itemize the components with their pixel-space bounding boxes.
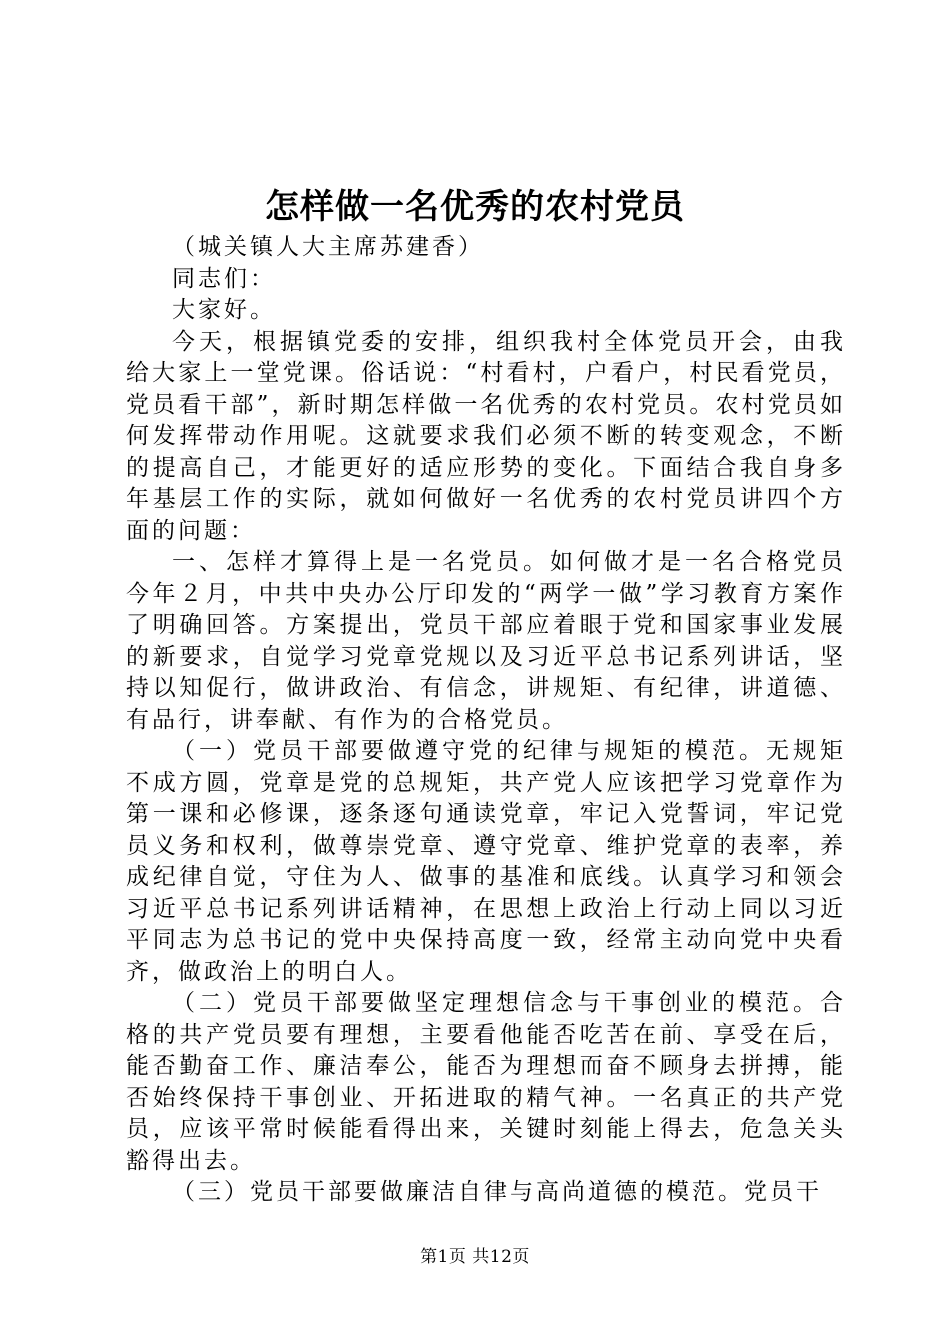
- subsection-one-paragraph: （一）党员干部要做遵守党的纪律与规矩的模范。无规矩不成方圆，党章是党的总规矩，共产党人应该把学习党章作为第一课和必修课，逐条逐句通读党章，牢记入党誓词，牢记党员义务和权利，做尊崇党章、遵守党章、维护党章的表率，养成纪律自觉，守住为人、做事的基准和底线。认真学习和领会习近平总书记系列讲话精神，在思想上政治上行动上同以习近平同志为总书记的党中央保持高度一致，经常主动向党中央看齐，做政治上的明白人。: [126, 738, 846, 985]
- document-body: [126, 232, 846, 1209]
- document-title: 怎样做一名优秀的农村党员: [265, 187, 685, 227]
- author-line: （城关镇人大主席苏建香）: [172, 234, 484, 260]
- subsection-three-paragraph: （三）党员干部要做廉洁自律与高尚道德的模范。党员干: [172, 1179, 822, 1205]
- salutation: 同志们：: [172, 265, 276, 292]
- page-footer: 第1页 共12页: [420, 1247, 530, 1267]
- greeting: 大家好。: [172, 297, 276, 323]
- section-one-paragraph: 一、怎样才算得上是一名党员。如何做才是一名合格党员今年２月，中共中央办公厅印发的“两学一做”学习教育方案作了明确回答。方案提出，党员干部应着眼于党和国家事业发展的新要求，自觉学习党章党规以及习近平总书记系列讲话，坚持以知促行，做讲政治、有信念，讲规矩、有纪律，讲道德、有品行，讲奉献、有作为的合格党员。: [126, 549, 846, 733]
- intro-paragraph: 今天，根据镇党委的安排，组织我村全体党员开会，由我给大家上一堂党课。俗话说：“村看村，户看户，村民看党员，党员看干部”，新时期怎样做一名优秀的农村党员。农村党员如何发挥带动作用呢。这就要求我们必须不断的转变观念，不断的提高自己，才能更好的适应形势的变化。下面结合我自身多年基层工作的实际，就如何做好一名优秀的农村党员讲四个方面的问题：: [126, 328, 846, 544]
- subsection-two-paragraph: （二）党员干部要做坚定理想信念与干事创业的模范。合格的共产党员要有理想，主要看他能否吃苦在前、享受在后，能否勤奋工作、廉洁奉公，能否为理想而奋不顾身去拼搏，能否始终保持干事创业、开拓进取的精气神。一名真正的共产党员，应该平常时候能看得出来，关键时刻能上得去，危急关头豁得出去。: [126, 990, 846, 1174]
